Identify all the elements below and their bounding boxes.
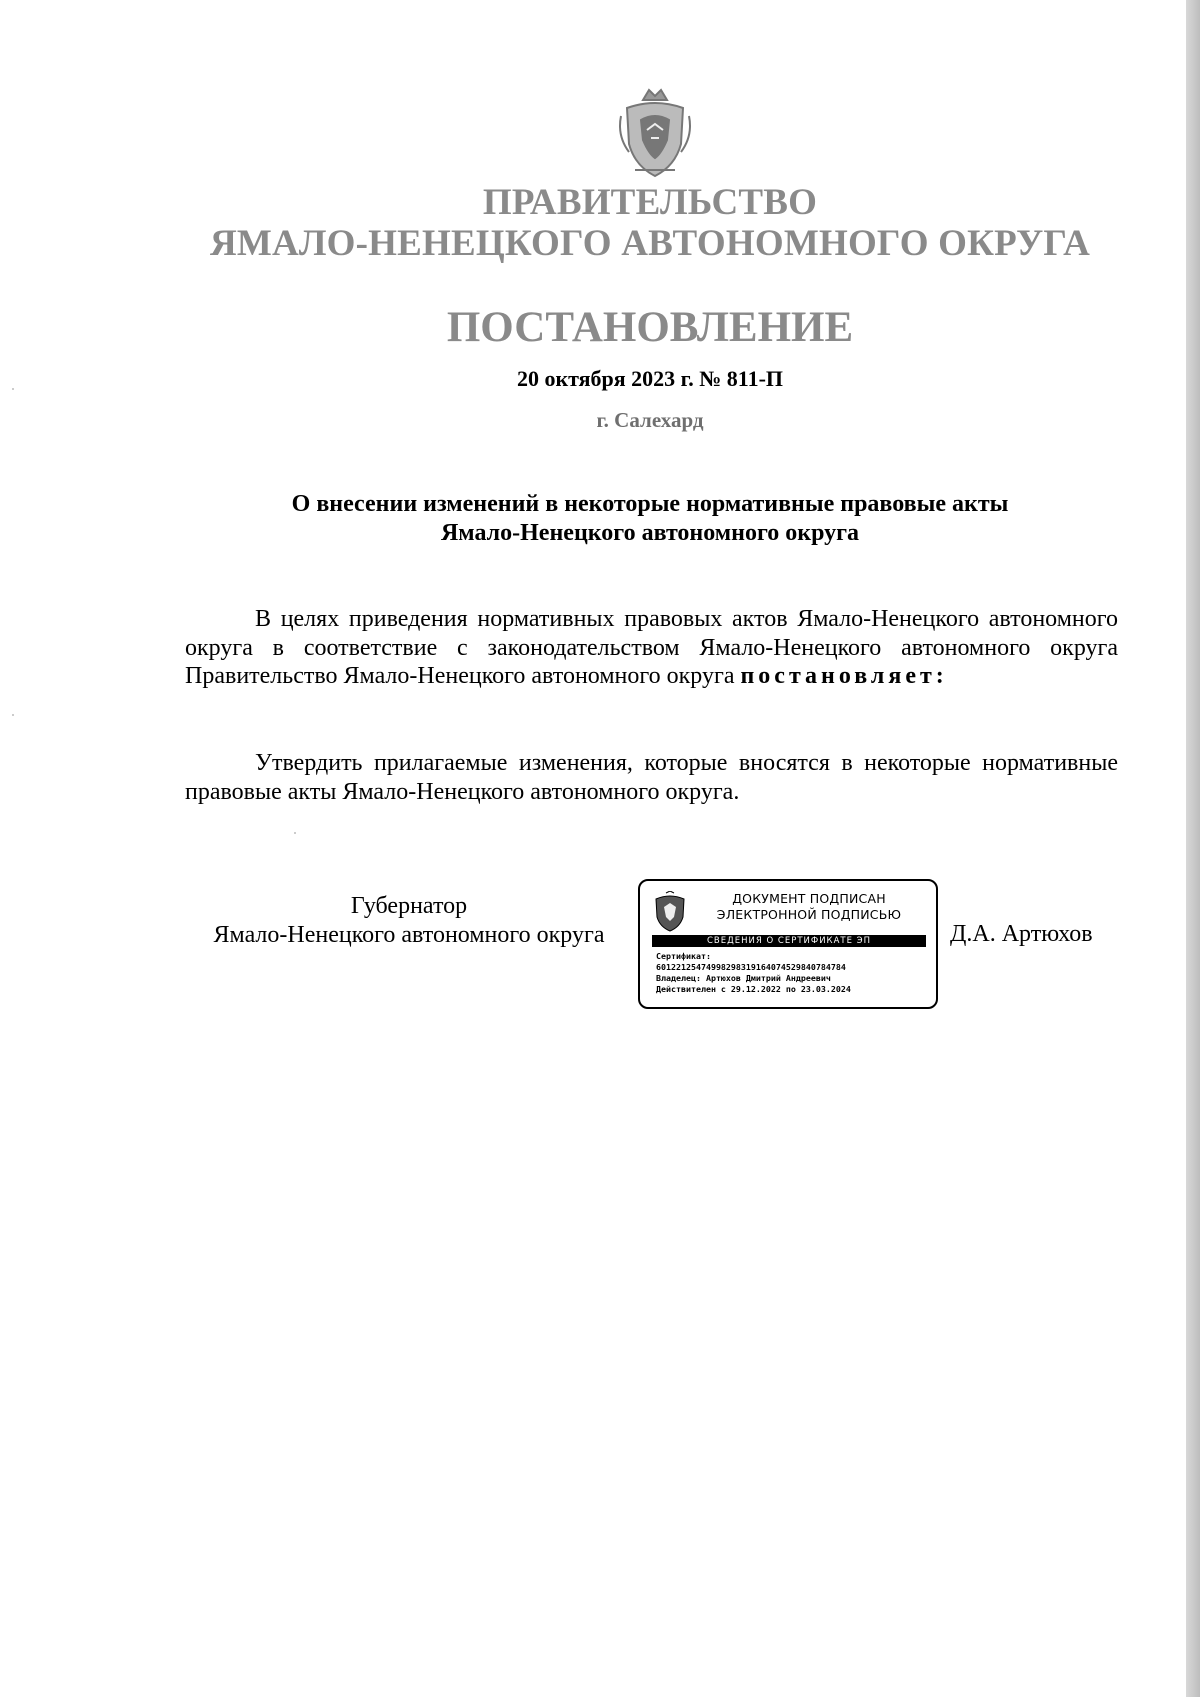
paragraph-1-text: В целях приведения нормативных правовых актов Ямало-Ненецкого автономного округа в соответствие с законодательством Ямало-Ненецкого автономного округа Правительство Ямало-Ненецкого автономного округа bbox=[185, 606, 1118, 689]
government-title-line2: ЯМАЛО-НЕНЕЦКОГО АВТОНОМНОГО ОКРУГА bbox=[209, 223, 1091, 264]
stamp-title-line2: ЭЛЕКТРОННОЙ ПОДПИСЬЮ bbox=[716, 907, 902, 922]
stamp-emblem-icon bbox=[652, 891, 688, 933]
document-date-number: 20 октября 2023 г. № 811-П bbox=[516, 366, 784, 391]
stamp-cert-number: 6012212547499829831916407452984078478​4 bbox=[656, 962, 846, 972]
scan-artifact bbox=[12, 714, 14, 716]
scan-artifact bbox=[12, 388, 14, 390]
document-city: г. Салехард bbox=[596, 408, 704, 432]
coat-of-arms-icon bbox=[615, 86, 695, 180]
body-paragraph-2: Утвердить прилагаемые изменения, которые вносятся в некоторые нормативные правовые акты Ямало-Ненецкого автономного округа. bbox=[185, 750, 1118, 805]
body-paragraph-1 bbox=[185, 605, 1118, 691]
signer-position bbox=[184, 892, 634, 950]
stamp-certificate-bar: СВЕДЕНИЯ О СЕРТИФИКАТЕ ЭП bbox=[652, 935, 926, 947]
scan-artifact bbox=[294, 832, 296, 834]
page-edge-shadow bbox=[1186, 0, 1200, 1697]
stamp-validity: Действителен с 29.12.2022 по 23.03.2024 bbox=[656, 984, 851, 994]
stamp-title bbox=[686, 891, 932, 923]
government-title-line1: ПРАВИТЕЛЬСТВО bbox=[482, 182, 818, 223]
stamp-title-line1: ДОКУМЕНТ ПОДПИСАН bbox=[732, 891, 886, 906]
stamp-certificate-details bbox=[656, 951, 936, 995]
document-subject bbox=[185, 490, 1115, 548]
signer-position-line2: Ямало-Ненецкого автономного округа bbox=[213, 922, 605, 948]
decree-word: постановляет bbox=[740, 663, 936, 689]
electronic-signature-stamp bbox=[638, 879, 938, 1009]
subject-line2: Ямало-Ненецкого автономного округа bbox=[440, 520, 860, 546]
stamp-cert-label: Сертификат: bbox=[656, 951, 711, 961]
signer-name: Д.А. Артюхов bbox=[950, 921, 1093, 947]
stamp-owner: Владелец: Артюхов Дмитрий Андреевич bbox=[656, 973, 831, 983]
document-type-title: ПОСТАНОВЛЕНИЕ bbox=[446, 304, 854, 351]
subject-line1: О внесении изменений в некоторые нормативные правовые акты bbox=[291, 491, 1009, 517]
decree-colon: : bbox=[935, 663, 948, 689]
signer-position-line1: Губернатор bbox=[350, 893, 468, 919]
